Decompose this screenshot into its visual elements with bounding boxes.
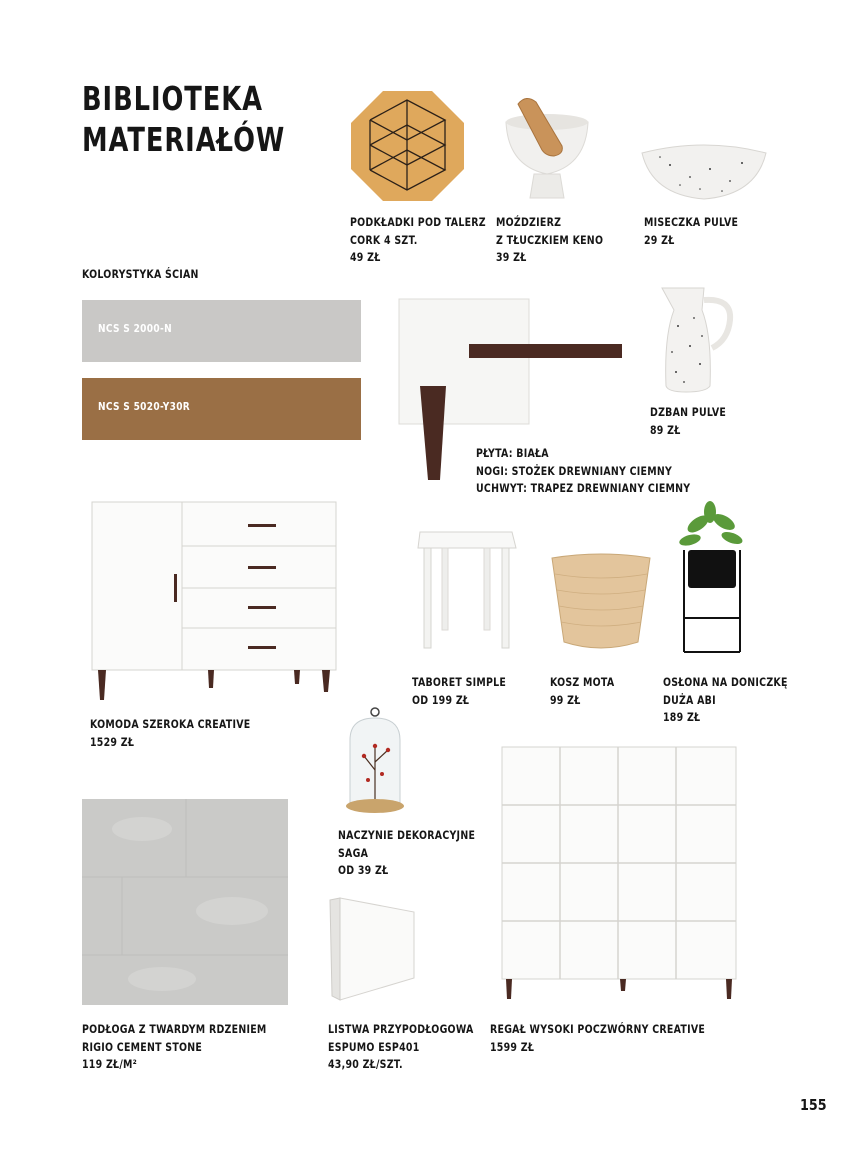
mortar-label: MOŹDZIERZ Z TŁUCZKIEM KENO 39 ZŁ <box>496 215 604 264</box>
coasters-label: PODKŁADKI POD TALERZ CORK 4 SZT. 49 ZŁ <box>350 215 486 264</box>
basket-label: KOSZ MOTA 99 ZŁ <box>550 675 615 707</box>
floor-tile-image <box>82 799 288 1005</box>
stool-label: TABORET SIMPLE OD 199 ZŁ <box>412 675 507 707</box>
stool-image <box>416 530 520 650</box>
planter-image <box>676 502 748 654</box>
skirting-label: LISTWA PRZYPODŁOGOWA ESPUMO ESP401 43,90 ZŁ/SZT. <box>328 1022 474 1071</box>
dresser-label: KOMODA SZEROKA CREATIVE 1529 ZŁ <box>90 717 251 749</box>
bowl-label: MISECZKA PULVE 29 ZŁ <box>644 215 739 247</box>
color-swatch-ncs-5020-y30r: NCS S 5020-Y30R <box>82 378 361 440</box>
planter-label: OSŁONA NA DONICZKĘ DUŻA ABI 189 ZŁ <box>663 675 788 724</box>
cork-coaster-image <box>350 90 465 202</box>
finish-label: PŁYTA: BIAŁA NOGI: STOŻEK DREWNIANY CIEMNY UCHWYT: TRAPEZ DREWNIANY CIEMNY <box>476 446 691 495</box>
dome-label: NACZYNIE DEKORACYJNE SAGA OD 39 ZŁ <box>338 828 476 877</box>
mortar-image <box>502 94 592 204</box>
basket-image <box>550 552 652 654</box>
wall-colors-heading: KOLORYSTYKA ŚCIAN <box>82 267 199 281</box>
glass-dome-image <box>344 706 406 816</box>
floor-label: PODŁOGA Z TWARDYM RDZENIEM RIGIO CEMENT STONE 119 ZŁ/M² <box>82 1022 267 1071</box>
color-swatch-ncs-2000-n: NCS S 2000-N <box>82 300 361 362</box>
skirting-board-image <box>328 896 416 1000</box>
dresser-image <box>90 500 338 702</box>
shelf-unit-image <box>500 745 738 1001</box>
shelf-label: REGAŁ WYSOKI POCZWÓRNY CREATIVE 1599 ZŁ <box>490 1022 706 1054</box>
jug-image <box>656 286 736 394</box>
bowl-image <box>640 143 768 203</box>
jug-label: DZBAN PULVE 89 ZŁ <box>650 405 727 437</box>
page-number: 155 <box>800 1096 827 1114</box>
page-title: BIBLIOTEKA MATERIAŁÓW <box>82 79 286 159</box>
